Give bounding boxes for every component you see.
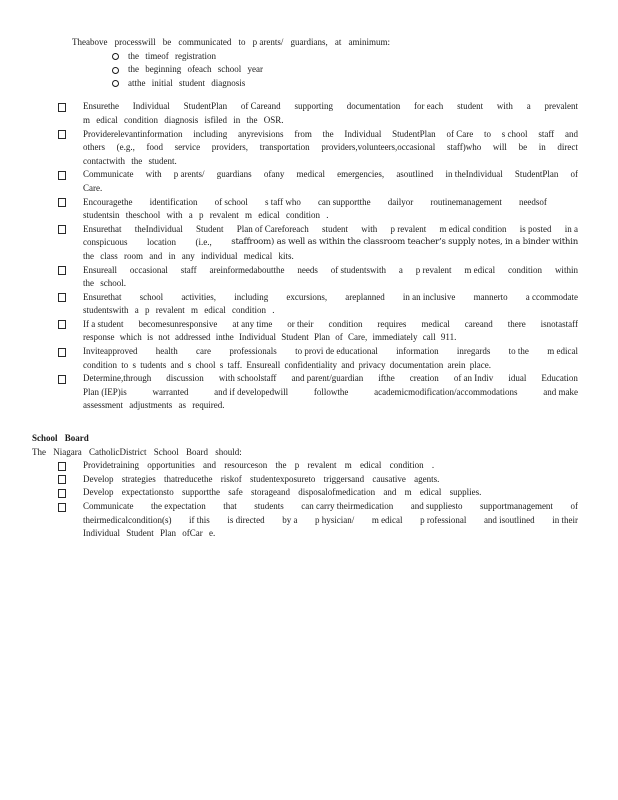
text-line: response which is not addressed inthe Individual Student Plan of Care, immediately call 911. bbox=[83, 332, 457, 343]
text-line bbox=[83, 386, 578, 400]
word-group: food bbox=[146, 142, 164, 153]
word-group: in their bbox=[552, 514, 578, 525]
check-list bbox=[32, 100, 578, 413]
word-group: staff bbox=[180, 264, 197, 275]
word-group: p arents/ bbox=[173, 169, 205, 180]
word-group: staff bbox=[538, 128, 555, 139]
word-group: anyrevisions bbox=[238, 128, 284, 139]
text-line: Develop strategies thatreducethe riskof studentexposureto triggersand causative agents. bbox=[83, 473, 440, 484]
word-group: areplanned bbox=[345, 291, 385, 302]
list-item-text bbox=[83, 318, 578, 345]
word-group: of studentswith bbox=[330, 264, 386, 275]
word-group: students bbox=[254, 501, 284, 511]
checkbox-icon bbox=[58, 293, 66, 302]
word-group: m edical bbox=[547, 346, 578, 357]
checkbox-icon bbox=[58, 348, 66, 357]
word-group: that bbox=[223, 501, 237, 511]
word-group: Ensurethat bbox=[83, 291, 122, 302]
word-group: with bbox=[361, 223, 378, 234]
word-group: will bbox=[492, 142, 507, 153]
text-line bbox=[83, 141, 578, 155]
checkbox-icon bbox=[58, 503, 66, 512]
text-line: The Niagara CatholicDistrict School Board should: bbox=[32, 446, 242, 457]
word-group: professionals bbox=[229, 346, 277, 357]
list-item bbox=[32, 486, 578, 500]
word-group: guardians, bbox=[290, 37, 328, 47]
list-item bbox=[112, 77, 578, 91]
word-group: routinemanagement bbox=[430, 196, 502, 207]
word-group: of Care bbox=[446, 128, 474, 139]
word-group: Individual bbox=[132, 101, 170, 112]
word-group: student bbox=[321, 223, 348, 234]
word-group: at any time bbox=[232, 318, 273, 329]
word-group: in bbox=[538, 142, 546, 153]
word-group: Ensurethe bbox=[83, 101, 119, 112]
word-group: mannerto bbox=[473, 291, 508, 302]
list-item-text bbox=[83, 345, 578, 372]
list-item bbox=[32, 500, 578, 541]
word-group: and make bbox=[543, 386, 578, 397]
word-group: providers, bbox=[211, 142, 249, 153]
word-group: activities, bbox=[181, 291, 217, 302]
text-line bbox=[83, 100, 578, 114]
list-item bbox=[32, 196, 578, 223]
word-group: is posted bbox=[519, 223, 552, 234]
list-item bbox=[32, 459, 578, 473]
word-group: information bbox=[396, 346, 439, 357]
word-group: p arents/ bbox=[252, 37, 284, 47]
word-group: conspicuous bbox=[83, 237, 128, 248]
text-line: condition to s tudents and s chool s taff. Ensureall confidentiality and privacy documentation arein place. bbox=[83, 359, 491, 370]
word-group: ifthe bbox=[378, 373, 395, 384]
checkbox-icon bbox=[58, 171, 66, 180]
list-item bbox=[32, 264, 578, 291]
word-group: Communicate bbox=[83, 169, 134, 180]
list-item bbox=[32, 168, 578, 195]
word-group: in theIndividual bbox=[445, 169, 503, 180]
text-line: Individual Student Plan ofCar e. bbox=[83, 528, 216, 539]
text-line bbox=[83, 291, 578, 305]
list-item bbox=[32, 291, 578, 318]
word-group: and if developedwill bbox=[214, 386, 289, 397]
word-group: Plan of Careforeach bbox=[236, 223, 309, 234]
word-group: supportmanagement bbox=[479, 501, 553, 511]
word-group: others bbox=[83, 142, 105, 153]
word-group: careand bbox=[464, 318, 493, 329]
text-line bbox=[83, 236, 578, 250]
text-line: the school. bbox=[83, 278, 126, 289]
word-group: dailyor bbox=[387, 196, 414, 207]
word-group: if this bbox=[189, 514, 210, 525]
word-group: StudentPlan bbox=[514, 169, 559, 180]
word-group: (e.g., bbox=[116, 142, 135, 153]
word-group: Education bbox=[541, 373, 578, 384]
word-group: theIndividual bbox=[134, 223, 183, 234]
text-line: studentswith a p revalent m edical condition . bbox=[83, 305, 275, 316]
list-item-text: the beginning ofeach school year bbox=[128, 64, 263, 75]
word-group: to provi de educational bbox=[295, 346, 378, 357]
vertical-spacer bbox=[32, 90, 578, 100]
text-line: Care. bbox=[83, 182, 103, 193]
word-group: ofany bbox=[263, 169, 285, 180]
list-item-text bbox=[83, 459, 578, 473]
text-line bbox=[83, 345, 578, 359]
word-group: s taff who bbox=[265, 196, 301, 207]
word-group: including bbox=[193, 128, 228, 139]
list-item-text bbox=[83, 372, 578, 413]
list-item bbox=[112, 63, 578, 77]
word-group: of an Indiv bbox=[453, 373, 494, 384]
word-group: needs bbox=[297, 264, 318, 275]
word-group: within bbox=[554, 264, 578, 275]
text-line bbox=[83, 318, 578, 332]
vertical-spacer bbox=[32, 413, 578, 432]
text-line: m edical condition diagnosis isfiled in the OSR. bbox=[83, 114, 284, 125]
word-group: inregards bbox=[456, 346, 491, 357]
word-group: (i.e., bbox=[195, 237, 212, 248]
word-group: Providerelevantinformation bbox=[83, 128, 183, 139]
text-line bbox=[83, 264, 578, 278]
checkbox-icon bbox=[58, 375, 66, 384]
word-group: areinformedaboutthe bbox=[209, 264, 285, 275]
word-group: service bbox=[174, 142, 201, 153]
word-group: occasional bbox=[129, 264, 168, 275]
list-item bbox=[32, 223, 578, 264]
word-group: school bbox=[139, 291, 164, 302]
word-group: creation bbox=[409, 373, 439, 384]
word-group: is directed bbox=[227, 514, 265, 525]
word-group: becomesunresponsive bbox=[138, 318, 218, 329]
word-group: of bbox=[570, 169, 578, 180]
word-group: aminimum: bbox=[348, 37, 390, 47]
word-group: m edical bbox=[371, 514, 403, 525]
word-group: supporting bbox=[294, 101, 333, 112]
word-group: Student bbox=[196, 223, 224, 234]
word-group: academicmodification/accommodations bbox=[374, 386, 518, 397]
word-group: in a bbox=[564, 223, 578, 234]
word-group: prevalent bbox=[544, 101, 578, 112]
text-line: the class room and in any individual medical kits. bbox=[83, 250, 294, 261]
word-group: care bbox=[196, 346, 212, 357]
word-group: and bbox=[564, 128, 578, 139]
word-group: medical bbox=[421, 318, 450, 329]
word-group: m edical condition bbox=[439, 223, 507, 234]
word-group: or their bbox=[287, 318, 314, 329]
word-group: a bbox=[398, 264, 403, 275]
word-group: and suppliesto bbox=[410, 501, 463, 511]
word-group: be bbox=[162, 37, 172, 47]
word-group: isnotastaff bbox=[540, 318, 578, 329]
paragraph bbox=[72, 36, 578, 50]
checkbox-icon bbox=[58, 320, 66, 329]
word-group: for each bbox=[414, 101, 444, 112]
word-group: transportation bbox=[259, 142, 310, 153]
word-group: by a bbox=[282, 514, 298, 525]
word-group: can supportthe bbox=[317, 196, 371, 207]
word-group: a bbox=[526, 101, 531, 112]
word-group: communicated bbox=[178, 37, 232, 47]
word-group: guardians bbox=[216, 169, 252, 180]
list-item bbox=[112, 50, 578, 64]
word-group: health bbox=[155, 346, 178, 357]
word-group: with schoolstaff bbox=[218, 373, 277, 384]
list-item-text bbox=[83, 473, 578, 487]
word-group: StudentPlan bbox=[392, 128, 436, 139]
word-group: and isoutlined bbox=[483, 514, 535, 525]
checkbox-icon bbox=[58, 266, 66, 275]
word-group: excursions, bbox=[286, 291, 328, 302]
word-group: to bbox=[238, 37, 246, 47]
word-group: direct bbox=[557, 142, 578, 153]
word-group: in an inclusive bbox=[402, 291, 456, 302]
word-group: Ensurethat bbox=[83, 223, 122, 234]
list-item-text bbox=[83, 100, 578, 127]
list-item bbox=[32, 372, 578, 413]
word-group: the expectation bbox=[151, 501, 206, 511]
list-item bbox=[32, 128, 578, 169]
list-item-text: atthe initial student diagnosis bbox=[128, 77, 246, 88]
word-group: of Careand bbox=[240, 101, 281, 112]
word-group: documentation bbox=[346, 101, 401, 112]
list-item bbox=[32, 473, 578, 487]
word-group: m edical bbox=[464, 264, 496, 275]
circle-list bbox=[112, 50, 578, 91]
word-group: with bbox=[496, 101, 513, 112]
checkbox-icon bbox=[58, 103, 66, 112]
word-group: can carry theirmedication bbox=[301, 501, 394, 511]
word-group: student bbox=[457, 101, 484, 112]
word-group: emergencies, bbox=[337, 169, 385, 180]
circle-bullet-icon bbox=[112, 80, 119, 87]
word-group: staff)who bbox=[446, 142, 482, 153]
word-group: p hysician/ bbox=[315, 514, 355, 525]
checkbox-icon bbox=[58, 462, 66, 471]
list-item bbox=[32, 100, 578, 127]
word-group: to the bbox=[508, 346, 529, 357]
word-group: at bbox=[334, 37, 342, 47]
circle-bullet-icon bbox=[112, 67, 119, 74]
list-item-text bbox=[83, 291, 578, 318]
text-line: Develop expectationsto supportthe safe storageand disposalofmedication and m edical supplies. bbox=[83, 487, 482, 498]
word-group: If a student bbox=[83, 318, 124, 329]
alt-font-text: staffroom) as well as within the classroom teacher’s supply notes, in a binder within bbox=[231, 237, 578, 248]
word-group: with bbox=[145, 169, 162, 180]
word-group: and parent/guardian bbox=[291, 373, 364, 384]
word-group: p rofessional bbox=[420, 514, 467, 525]
word-group: medical bbox=[296, 169, 325, 180]
word-group: there bbox=[507, 318, 526, 329]
word-group: Determine,through bbox=[83, 373, 152, 384]
word-group: of school bbox=[214, 196, 248, 207]
text-line bbox=[83, 196, 547, 210]
word-group: theirmedicalcondition(s) bbox=[83, 514, 172, 525]
checkbox-icon bbox=[58, 489, 66, 498]
word-group: a ccommodate bbox=[525, 291, 578, 302]
paragraph bbox=[32, 446, 578, 460]
text-line bbox=[83, 514, 578, 528]
list-item-text bbox=[83, 500, 578, 541]
word-group: from bbox=[294, 128, 312, 139]
checkbox-icon bbox=[58, 475, 66, 484]
word-group: idual bbox=[508, 373, 527, 384]
word-group: the bbox=[322, 128, 334, 139]
list-item-text bbox=[83, 196, 578, 223]
word-group: Ensureall bbox=[83, 264, 117, 275]
text-line bbox=[83, 223, 578, 237]
word-group: Individual bbox=[344, 128, 382, 139]
word-group: Theabove bbox=[72, 37, 108, 47]
section-heading: School Board bbox=[32, 433, 89, 444]
text-line: Providetraining opportunities and resourceson the p revalent m edical condition . bbox=[83, 460, 435, 471]
word-group: p revalent bbox=[415, 264, 452, 275]
check-list bbox=[32, 459, 578, 541]
list-item bbox=[32, 318, 578, 345]
text-line bbox=[83, 128, 578, 142]
text-line bbox=[83, 372, 578, 386]
word-group: discussion bbox=[166, 373, 204, 384]
word-group: including bbox=[234, 291, 269, 302]
word-group: Encouragethe bbox=[83, 196, 133, 207]
text-line bbox=[72, 36, 390, 50]
text-line: studentsin theschool with a p revalent m edical condition . bbox=[83, 210, 329, 221]
word-group: condition bbox=[508, 264, 543, 275]
list-item-text bbox=[83, 168, 578, 195]
word-group: requires bbox=[377, 318, 407, 329]
word-group: identification bbox=[149, 196, 198, 207]
list-item-text bbox=[83, 264, 578, 291]
word-group: warranted bbox=[152, 386, 189, 397]
word-group: providers,volunteers,occasional bbox=[321, 142, 436, 153]
word-group: processwill bbox=[114, 37, 156, 47]
checkbox-icon bbox=[58, 198, 66, 207]
word-group: asoutlined bbox=[396, 169, 434, 180]
list-item-text bbox=[83, 128, 578, 169]
word-group: Communicate bbox=[83, 501, 134, 511]
text-line bbox=[83, 500, 578, 514]
text-line bbox=[83, 168, 578, 182]
list-item bbox=[32, 345, 578, 372]
word-group: of bbox=[570, 501, 578, 511]
list-item-text bbox=[83, 223, 578, 264]
word-group: Inviteapproved bbox=[83, 346, 138, 357]
word-group: s chool bbox=[501, 128, 528, 139]
list-item-text bbox=[83, 486, 578, 500]
word-group: StudentPlan bbox=[183, 101, 228, 112]
word-group: to bbox=[484, 128, 492, 139]
circle-bullet-icon bbox=[112, 53, 119, 60]
word-group: needsof bbox=[518, 196, 547, 207]
checkbox-icon bbox=[58, 225, 66, 234]
word-group: p revalent bbox=[390, 223, 427, 234]
list-item-text: the timeof registration bbox=[128, 50, 216, 61]
word-group: condition bbox=[328, 318, 363, 329]
text-line: assessment adjustments as required. bbox=[83, 400, 225, 411]
checkbox-icon bbox=[58, 130, 66, 139]
word-group: location bbox=[147, 237, 177, 248]
word-group: Plan (IEP)is bbox=[83, 386, 127, 397]
text-line: contactwith the student. bbox=[83, 155, 177, 166]
word-group: followthe bbox=[313, 386, 349, 397]
word-group: be bbox=[518, 142, 528, 153]
